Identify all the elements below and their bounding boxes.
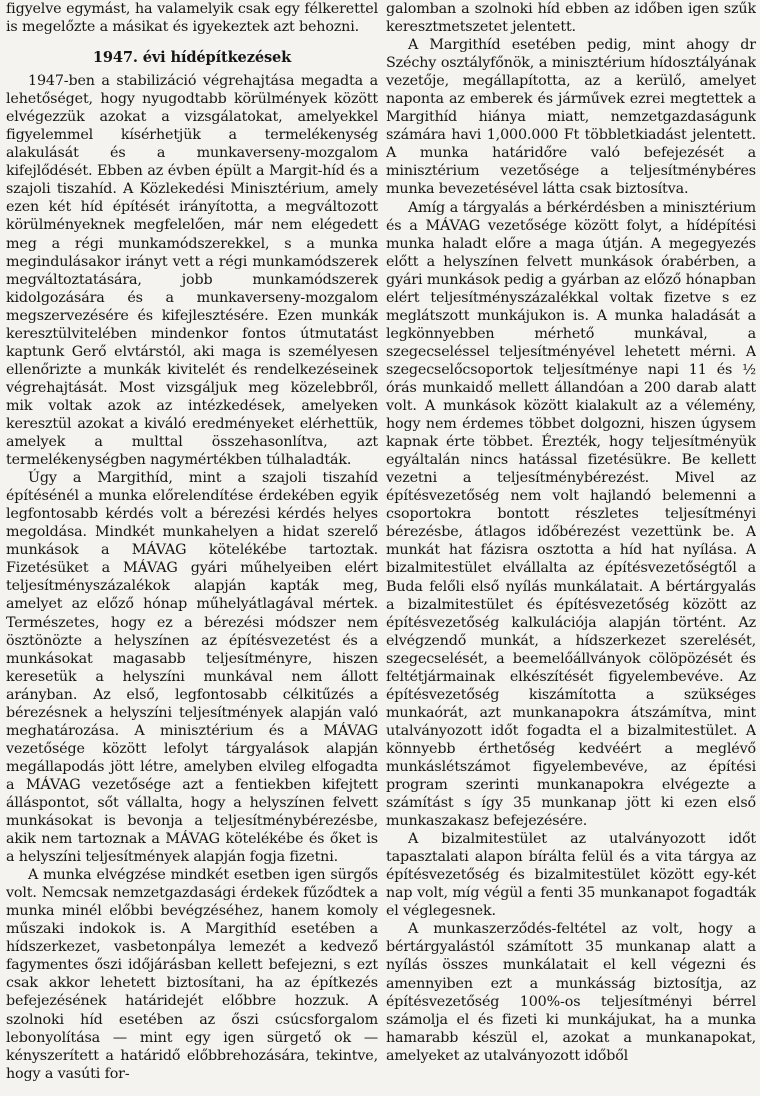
section-heading: 1947. évi hídépítkezések bbox=[92, 49, 292, 67]
paragraph: A Margithíd esetében pedig, mint ahogy dr Széchy osztályfőnök, a minisztérium hídosztályának vezetője, megállapította, az a kerülő, amelyet naponta az emberek és járművek ezrei megtettek a Margithíd hiánya miatt, nemzetgazdaságunk számára havi 1,000.000 Ft többletkiadást jelentett. A munka határidőre való befejezését a minisztérium vezetősége a teljesítménybéres munka bevezetésével látta csak biztosítva. bbox=[386, 37, 756, 198]
paragraph: A munka elvégzése mindkét esetben igen sürgős volt. Nemcsak nemzetgazdasági érdekek fűződtek a munka minél előbbi bevégzéséhez, hanem komoly műszaki indokok is. A Margithíd esetében a hídszerkezet, vasbetonpálya lemezét a kedvező fagymentes őszi időjárásban kellett befejezni, s ezt csak akkor lehetett biztosítani, ha az építkezés befejezésének határidejét előbbre hozzuk. A szolnoki híd esetében az őszi csúcsforgalom lebonyolítása — mint egy igen sürgető ok — kényszerített a határidő előbbrehozására, tekintve, hogy a vasúti for- bbox=[6, 867, 378, 1082]
paragraph: A bizalmitestület az utalványozott időt tapasztalati alapon bírálta felül és a vita tárgya az építésvezetőség és bizalmitestület között egy-két nap volt, míg végül a fenti 35 munkanapot fogadták el véglegesnek. bbox=[386, 831, 756, 920]
right-intro-text: galomban a szolnoki híd ebben az időben igen szűk keresztmetszetet jelentett. bbox=[386, 1, 756, 36]
paragraph: Úgy a Margithíd, mint a szajoli tiszahíd építésénél a munka előrelendítése érdekében egyik legfontosabb kérdés volt a bérezési kérdés helyes megoldása. Mindkét munkahelyen a hidat szerelő munkások a MÁVAG kötelékébe tartoztak. Fizetésüket a MÁVAG gyári műhelyeiben elért teljesítményszázalékok alapján kapták meg, amelyet az előző hónap műhelyátlagával mértek. Természetes, hogy ez a bérezési módszer nem ösztönözte a helyszínen az építésvezetést és a munkásokat magasabb teljesítményre, hiszen keresetük a helyszíni munkával nem állott arányban. Az első, legfontosabb célkitűzés a bérezésnek a helyszíni teljesítmények alapján való meghatározása. A minisztérium és a MÁVAG vezetősége között lefolyt tárgyalások alapján megállapodás jött létre, amelyben elvileg elfogadta a MÁVAG vezetősége azt a fentiekben kifejtett álláspontot, sőt vállalta, hogy a helyszínen felvett munkásokat is bevonja a teljesítménybérezésbe, akik nem tartoznak a MÁVAG kötelékébe és őket is a helyszíni teljesítmények alapján fogja fizetni. bbox=[6, 470, 378, 866]
paragraph: Amíg a tárgyalás a bérkérdésben a minisztérium és a MÁVAG vezetősége között folyt, a hídépítési munka haladt előre a maga útján. A megegyezés előtt a helyszínen felvett munkások órabérben, a gyári munkások pedig a gyárban az előző hónapban elért teljesítményszázalékkal voltak fizetve s ez meglátszott munkájukon is. A munka haladását a legkönnyebben mérhető munkával, a szegecseléssel teljesítményével lehetett mérni. A szegecselőcsoportok teljesítménye napi 11 és ½ órás munkaidő mellett állandóan a 200 darab alatt volt. A munkások között kialakult az a vélemény, hogy nem érdemes többet dolgozni, hiszen úgysem kapnak érte többet. Érezték, hogy teljesítményük egyáltalán nincs hatással fizetésükre. Be kellett vezetni a teljesítménybérezést. Mivel az építésvezetőség nem volt hajlandó belemenni a csoportokra bontott részletes teljesítményi bérezésbe, átlagos időbérezést vezettünk be. A munkát hat fázisra osztotta a híd hat nyílása. A bizalmitestület elvállalta az építésvezetőségtől a Buda felőli első nyílás munkálatait. A bértárgyalás a bizalmitestület és építésvezetőség között az építésvezetőség kalkulációja alapján történt. Az elvégzendő munkát, a hídszerkezet szerelését, szegecselését, a beemelőállványok cölöpözését és feltétjármainak elkészítését figyelembevéve. Az építésvezetőség kiszámította a szükséges munkaórát, azt munkanapokra átszámítva, mint utalványozott időt fogadta el a bizalmitestület. A könnyebb érthetőség kedvéért a meglévő munkáslétszámot figyelembevéve, az építési program szerinti munkanapokra elvégezte a számítást s így 35 munkanap jött ki ezen első munkaszakasz befejezésére. bbox=[386, 199, 756, 830]
paragraph: 1947-ben a stabilizáció végrehajtása megadta a lehetőséget, hogy nyugodtabb körülmények között elvégezzük azokat a vizsgálatokat, amelyekkel figyelemmel kísérhetjük a termelékenység alakulását és a munkaverseny-mozgalom kifejlődését. Ebben az évben épült a Margit-híd és a szajoli tiszahíd. A Közlekedési Minisztérium, amely ezen két híd építését irányította, a megváltozott körülményeknek megfelelően, már nem elégedett meg a régi munkamódszerekkel, s a munka megindulásakor irányt vett a régi munkamódszerek megváltoztatására, jobb munkamódszerek kidolgozására és a munkaverseny-mozgalom megszervezésére és kifejlesztésére. Ezen munkák keresztülvitelében mindenkor fontos útmutatást kaptunk Gerő elvtárstól, aki maga is személyesen ellenőrizte a munkák kivitelét és rendelkezéseinek végrehajtását. Most vizsgáljuk meg közelebbről, mik voltak azok az intézkedések, amelyeken keresztül azokat a kiváló eredményeket elérhettük, amelyek a multtal összehasonlítva, azt termelékenységben nagymértékben túlhaladták. bbox=[6, 73, 378, 469]
left-column bbox=[6, 0, 378, 1096]
paragraph: A munkaszerződés-feltétel az volt, hogy a bértárgyalástól számított 35 munkanap alatt a nyílás összes munkálatait el kell végezni és amennyiben ezt a munkásság biztosítja, az építésvezetőség 100%-os teljesítményi bérrel számolja el és fizeti ki munkájukat, ha a munka hamarabb készül el, azokat a munkanapokat, amelyeket az utalványozott időből bbox=[386, 921, 756, 1064]
right-column bbox=[386, 0, 756, 1096]
left-intro-text: figyelve egymást, ha valamelyik csak egy félkerettel is megelőzte a másikat és igyekeztek azt behozni. bbox=[6, 1, 378, 36]
